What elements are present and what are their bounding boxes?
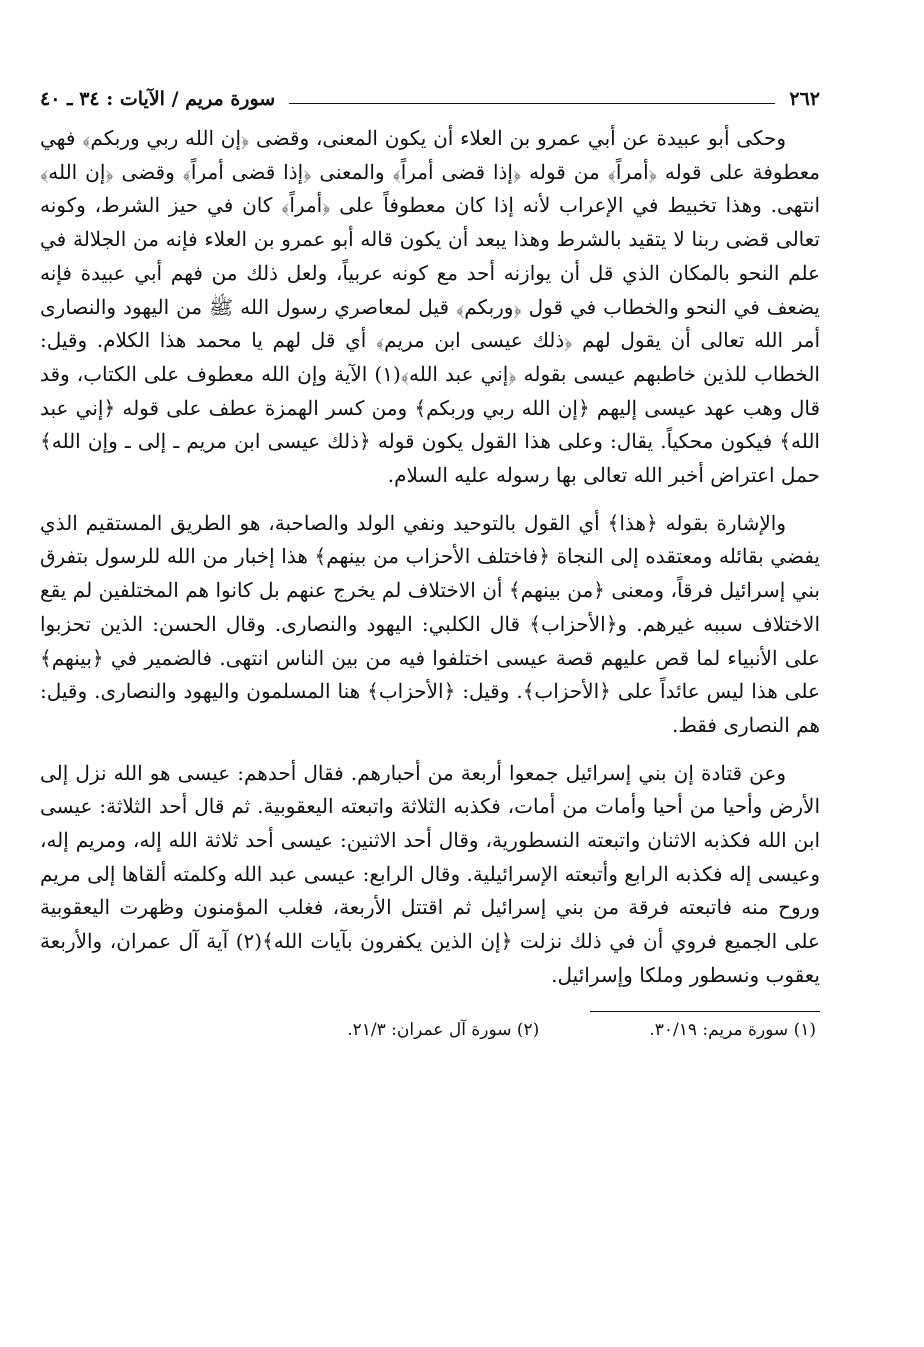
footnotes xyxy=(40,1020,820,1040)
header-rule xyxy=(289,103,775,104)
page-number: ٢٦٢ xyxy=(789,88,820,110)
body-text xyxy=(40,122,820,993)
surah-title: سورة مريم / الآيات : ٣٤ ـ ٤٠ xyxy=(40,88,276,110)
running-header xyxy=(40,82,820,116)
footnote: (١) سورة مريم: ٣٠/١٩. xyxy=(649,1019,816,1040)
paragraph: وعن قتادة إن بني إسرائيل جمعوا أربعة من أحبارهم. فقال أحدهم: عيسى هو الله نزل إلى الأرض وأحيا من أحيا وأمات من أمات، فكذبه الثلاثة واتبعته اليعقوبية. ثم قال أحد الثلاثة: عيسى ابن الله فكذبه الاثنان واتبعته النسطورية، وقال أحد الاثنين: عيسى أحد ثلاثة الله إله، ومريم إله، وعيسى إله فكذبه الرابع وأتبعته الإسرائيلية. وقال الرابع: عيسى عبد الله وكلمته ألقاها إلى مريم وروح منه فاتبعته فرقة من بني إسرائيل ثم اقتتل الأربعة، فغلب المؤمنون وظهرت اليعقوبية على الجميع فروي أن في ذلك نزلت ﴿إن الذين يكفرون بآيات الله﴾(٢) آية آل عمران، والأربعة يعقوب ونسطور وملكا وإسرائيل. xyxy=(40,760,820,987)
paragraph: وحكى أبو عبيدة عن أبي عمرو بن العلاء أن يكون المعنى، وقضى ﴿إن الله ربي وربكم﴾ فهي معطوفة على قوله ﴿أمراً﴾ من قوله ﴿إذا قضى أمراً﴾ والمعنى ﴿إذا قضى أمراً﴾ وقضى ﴿إن الله﴾ انتهى. وهذا تخبيط في الإعراب لأنه إذا كان معطوفاً على ﴿أمراً﴾ كان في حيز الشرط، وكونه تعالى قضى ربنا لا يتقيد بالشرط وهذا يبعد أن يكون قاله أبو عمرو بن العلاء فإنه من الجلالة في علم النحو بالمكان الذي قل أن يوازنه أحد مع كونه عربياً، ولعل ذلك من فهم أبي عبيدة فإنه يضعف في النحو والخطاب في قول ﴿وربكم﴾ قيل لمعاصري رسول الله ﷺ من اليهود والنصارى أمر الله تعالى أن يقول لهم ﴿ذلك عيسى ابن مريم﴾ أي قل لهم يا محمد هذا الكلام. وقيل: الخطاب للذين خاطبهم عيسى بقوله ﴿إني عبد الله﴾(١) الآية وإن الله معطوف على الكتاب، وقد قال وهب عهد عيسى إليهم ﴿إن الله ربي وربكم﴾ ومن كسر الهمزة عطف على قوله ﴿إني عبد الله﴾ فيكون محكياً. يقال: وعلى هذا القول يكون قوله ﴿ذلك عيسى ابن مريم ـ إلى ـ وإن الله﴾ حمل اعتراض أخبر الله تعالى بها رسوله عليه السلام. xyxy=(40,126,821,488)
footnote: (٢) سورة آل عمران: ٢١/٣. xyxy=(347,1019,540,1040)
book-page xyxy=(40,82,820,1040)
paragraph: والإشارة بقوله ﴿هذا﴾ أي القول بالتوحيد ونفي الولد والصاحبة، هو الطريق المستقيم الذي يفضي بقائله ومعتقده إلى النجاة ﴿فاختلف الأحزاب من بينهم﴾ هذا إخبار من الله للرسول بتفرق بني إسرائيل فرقاً، ومعنى ﴿من بينهم﴾ أن الاختلاف لم يخرج عنهم بل كانوا هم المختلفين لم يقع الاختلاف سببه غيرهم. و﴿الأحزاب﴾ قال الكلبي: اليهود والنصارى. وقال الحسن: الذين تحزبوا على الأنبياء لما قص عليهم قصة عيسى اختلفوا فيه من بين الناس انتهى. فالضمير في ﴿بينهم﴾ على هذا ليس عائداً على ﴿الأحزاب﴾. وقيل: ﴿الأحزاب﴾ هنا المسلمون واليهود والنصارى. وقيل: هم النصارى فقط. xyxy=(40,510,820,737)
footnote-rule xyxy=(590,1011,820,1012)
